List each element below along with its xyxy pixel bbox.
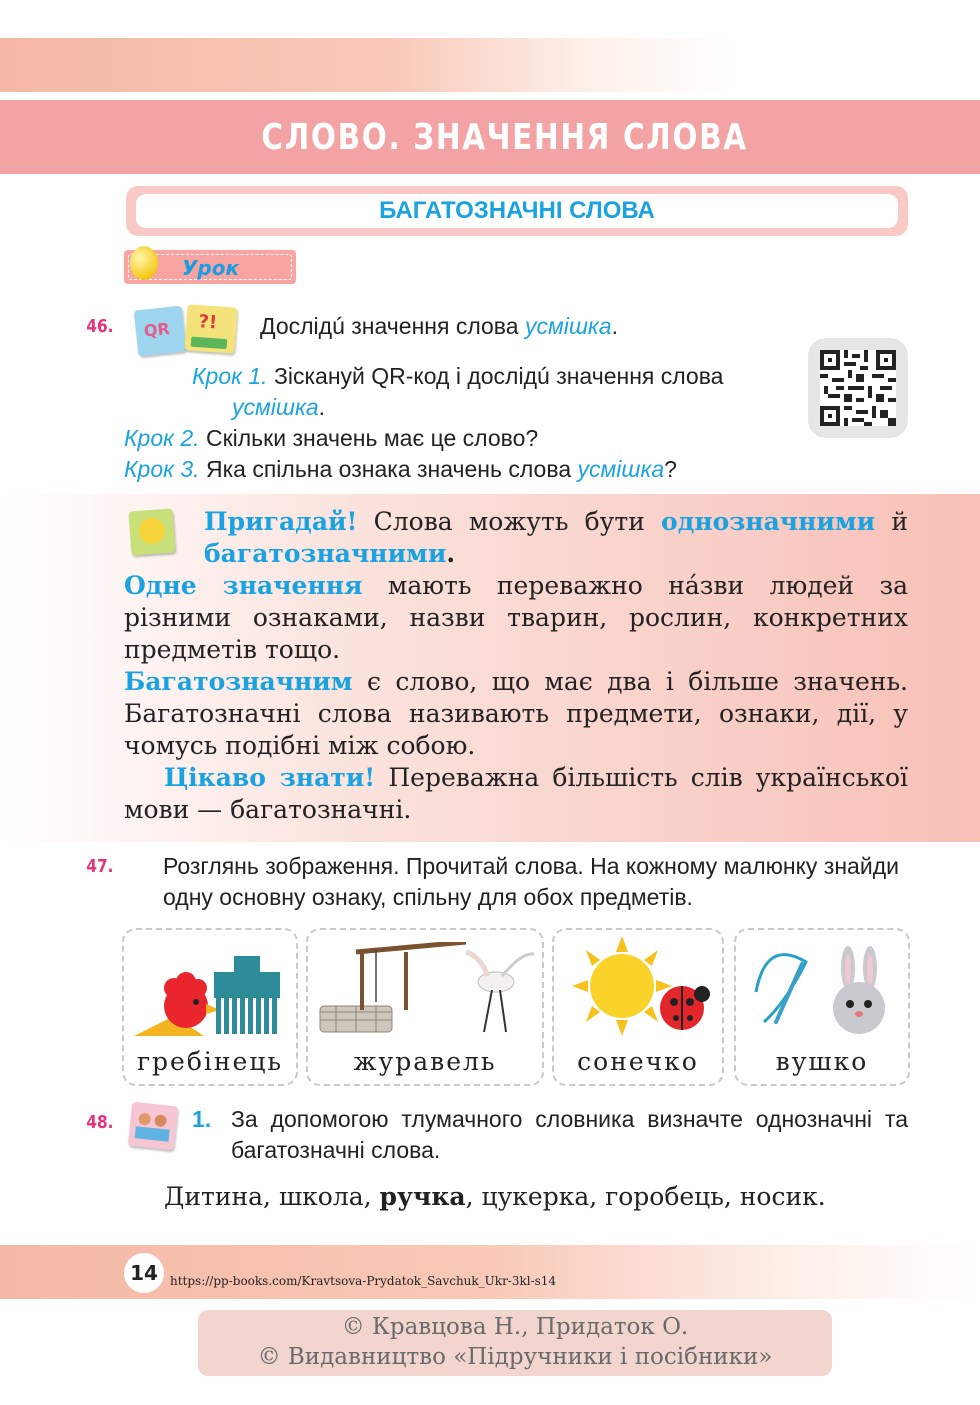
- task46-intro: Дослідú значення слова усмішка.: [260, 313, 618, 339]
- picture-word-1: гребінець: [136, 1047, 284, 1076]
- copyright-authors: © Кравцова Н., Придаток О.: [341, 1314, 689, 1340]
- picture-word-2: журавель: [353, 1047, 497, 1076]
- needle-and-rabbit-icon: [746, 942, 902, 1038]
- source-url[interactable]: https://pp-books.com/Kravtsova-Prydatok_Savchuk_Ukr-3kl-s14: [170, 1274, 557, 1288]
- remember-fact: Цікаво знати! Переважна більшість слів української мови — багатозначні.: [124, 763, 908, 824]
- picture-card-1: [122, 928, 298, 1086]
- well-and-crane-icon: [316, 942, 536, 1038]
- task48-text: За допомогою тлумачного словника визначте однозначні та багатозначні слова.: [231, 1106, 908, 1163]
- qr-code[interactable]: [808, 338, 908, 438]
- picture-card-3: [552, 928, 724, 1086]
- remember-one-meaning: Одне значення мають переважно на́зви людей за різними ознаками, назви тварин, рослин, конкретних предметів тощо.: [124, 571, 908, 664]
- copyright-publisher: © Видавництво «Підручники і посібники»: [257, 1344, 773, 1370]
- task48-word-list: Дитина, школа, ручка, цукерка, горобець, носик.: [164, 1182, 826, 1211]
- chapter-title-band: [0, 100, 980, 174]
- picture-word-3: сонечко: [577, 1047, 699, 1076]
- footer-band: [0, 1245, 980, 1299]
- sun-and-ladybug-icon: [562, 936, 716, 1036]
- picture-card-4: [734, 928, 910, 1086]
- smiley-note-icon: [129, 509, 176, 556]
- topic-title: БАГАТОЗНАЧНІ СЛОВА: [379, 197, 655, 224]
- task47-text: Розглянь зображення. Прочитай слова. На кожному малюнку знайди одну основну ознаку, спільну для обох предметів.: [163, 853, 899, 910]
- task46-step1: Крок 1. Зіскануй QR-код і дослідú значення слова усмішка.: [192, 363, 724, 420]
- research-icon: ?!: [184, 304, 237, 353]
- page-number: 14: [124, 1253, 164, 1293]
- chapter-title: СЛОВО. ЗНАЧЕННЯ СЛОВА: [261, 116, 749, 158]
- top-decor-strip: [0, 38, 980, 92]
- children-reading-icon: [128, 1102, 178, 1151]
- task-number-48: 48.: [86, 1112, 114, 1133]
- picture-word-4: вушко: [775, 1047, 869, 1076]
- task48-item-number: 1.: [192, 1106, 212, 1132]
- task-number-46: 46.: [86, 316, 114, 337]
- qr-task-icon: QR: [134, 306, 187, 357]
- lesson-badge: [124, 250, 296, 284]
- lesson-label: Урок: [182, 256, 240, 280]
- qr-code-icon: [820, 350, 896, 426]
- topic-title-box: [126, 186, 908, 236]
- copyright-box: [198, 1310, 832, 1376]
- remember-many-meanings: Багатозначним є слово, що має два і більше значень. Багатозначні слова називають предмети, ознаки, дії, у чомусь подібні між собою.: [124, 667, 908, 760]
- rooster-and-comb-icon: [134, 948, 286, 1038]
- remember-intro: Пригадай! Слова можуть бути однозначними й багатозначними.: [204, 507, 909, 568]
- balloon-icon: [130, 246, 158, 280]
- task-number-47: 47.: [86, 856, 114, 877]
- task46-step2: Крок 2. Скільки значень має це слово?: [124, 425, 539, 451]
- picture-card-2: [306, 928, 544, 1086]
- task46-step3: Крок 3. Яка спільна ознака значень слова усмішка?: [124, 456, 677, 482]
